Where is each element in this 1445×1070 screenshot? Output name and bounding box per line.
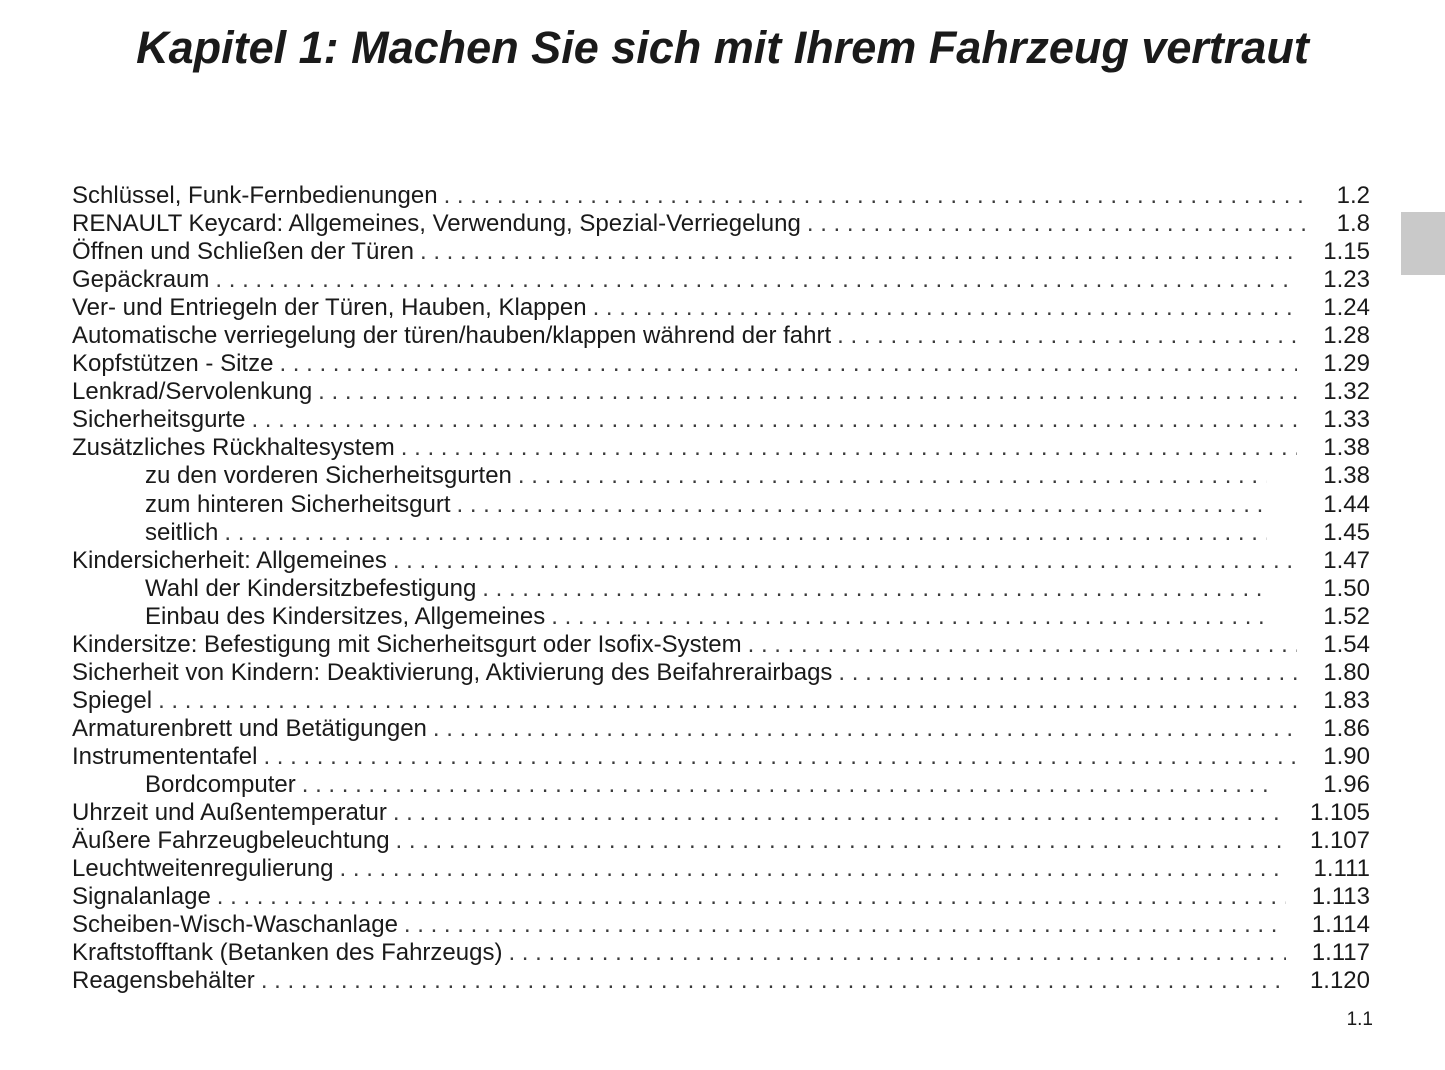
toc-entry-page: 1.8 <box>1336 210 1370 238</box>
toc-entry[interactable] <box>72 883 1370 911</box>
toc-entry-page: 1.52 <box>1323 602 1370 630</box>
toc-entry-page: 1.105 <box>1309 799 1370 827</box>
toc-dot-leader <box>261 967 1284 995</box>
toc-dot-leader <box>593 294 1298 322</box>
toc-entry-label: Spiegel <box>72 686 153 714</box>
toc-entry-page: 1.44 <box>1323 490 1370 518</box>
toc-dot-leader <box>482 575 1267 603</box>
toc-dot-leader <box>433 715 1297 743</box>
toc-dot-leader <box>401 434 1298 462</box>
toc-entry-page: 1.23 <box>1323 266 1370 294</box>
toc-dot-leader <box>508 939 1285 967</box>
toc-dot-leader <box>340 855 1288 883</box>
toc-entry-label: Einbau des Kindersitzes, Allgemeines <box>145 602 546 630</box>
toc-entry[interactable] <box>72 939 1370 967</box>
toc-entry-page: 1.38 <box>1323 434 1370 462</box>
toc-dot-leader <box>393 547 1297 575</box>
toc-entry-label: Signalanlage <box>72 883 211 911</box>
toc-dot-leader <box>551 603 1267 631</box>
toc-dot-leader <box>807 210 1311 238</box>
toc-dot-leader <box>404 911 1286 939</box>
toc-entry-label: Zusätzliches Rückhaltesystem <box>72 434 395 462</box>
toc-entry-label: Kindersicherheit: Allgemeines <box>72 546 387 574</box>
toc-dot-leader <box>215 266 1297 294</box>
toc-entry-page: 1.50 <box>1323 574 1370 602</box>
toc-entry[interactable] <box>72 827 1370 855</box>
toc-dot-leader <box>251 406 1297 434</box>
toc-dot-leader <box>396 827 1284 855</box>
toc-subentry[interactable] <box>72 575 1370 603</box>
toc-entry-page: 1.2 <box>1336 182 1370 209</box>
toc-entry-label: Gepäckraum <box>72 266 210 294</box>
toc-entry-label: Sicherheitsgurte <box>72 406 246 434</box>
toc-entry-label: zu den vorderen Sicherheitsgurten <box>145 462 512 490</box>
toc-entry[interactable] <box>72 659 1370 687</box>
toc-entry-label: Ver- und Entriegeln der Türen, Hauben, Klappen <box>72 294 587 322</box>
toc-entry-page: 1.120 <box>1309 967 1370 995</box>
toc-dot-leader <box>444 182 1311 210</box>
toc-entry-label: RENAULT Keycard: Allgemeines, Verwendung, Spezial-Verriegelung <box>72 210 801 238</box>
toc-entry[interactable] <box>72 631 1370 659</box>
toc-entry-label: Bordcomputer <box>145 770 296 798</box>
toc-entry-page: 1.96 <box>1323 770 1370 798</box>
toc-entry-page: 1.45 <box>1323 518 1370 546</box>
toc-subentry[interactable] <box>72 603 1370 631</box>
toc-entry-page: 1.90 <box>1323 742 1370 770</box>
toc-entry-page: 1.38 <box>1323 462 1370 490</box>
toc-entry-label: Instrumententafel <box>72 742 258 770</box>
toc-entry-page: 1.24 <box>1323 294 1370 322</box>
chapter-side-tab <box>1401 212 1445 275</box>
toc-entry-label: zum hinteren Sicherheitsgurt <box>145 490 451 518</box>
toc-entry[interactable] <box>72 799 1370 827</box>
toc-entry[interactable] <box>72 434 1370 462</box>
toc-dot-leader <box>393 799 1284 827</box>
toc-entry-label: seitlich <box>145 518 219 546</box>
toc-entry-page: 1.47 <box>1323 546 1370 574</box>
toc-entry[interactable] <box>72 967 1370 995</box>
toc-dot-leader <box>158 687 1297 715</box>
toc-dot-leader <box>420 238 1297 266</box>
toc-entry-label: Scheiben-Wisch-Waschanlage <box>72 911 398 939</box>
toc-entry-page: 1.83 <box>1323 686 1370 714</box>
toc-entry-page: 1.111 <box>1313 855 1370 883</box>
toc-dot-leader <box>302 771 1268 799</box>
toc-entry[interactable] <box>72 743 1370 771</box>
toc-entry[interactable] <box>72 687 1370 715</box>
toc-entry[interactable] <box>72 547 1370 575</box>
toc-entry[interactable] <box>72 911 1370 939</box>
toc-entry-page: 1.29 <box>1323 350 1370 378</box>
toc-entry[interactable] <box>72 182 1370 210</box>
toc-dot-leader <box>837 322 1297 350</box>
toc-dot-leader <box>217 883 1286 911</box>
toc-entry-label: Kraftstofftank (Betanken des Fahrzeugs) <box>72 939 503 967</box>
toc-entry-page: 1.114 <box>1311 911 1370 939</box>
toc-entry-page: 1.113 <box>1311 883 1370 911</box>
toc-entry-page: 1.80 <box>1323 658 1370 686</box>
table-of-contents <box>72 182 1370 995</box>
toc-entry-label: Wahl der Kindersitzbefestigung <box>145 574 477 602</box>
toc-dot-leader <box>263 743 1297 771</box>
toc-entry-label: Armaturenbrett und Betätigungen <box>72 714 427 742</box>
toc-entry-label: Schlüssel, Funk-Fernbedienungen <box>72 182 438 209</box>
toc-entry-page: 1.117 <box>1311 939 1370 967</box>
toc-entry[interactable] <box>72 210 1370 238</box>
toc-entry-page: 1.107 <box>1309 827 1370 855</box>
toc-entry[interactable] <box>72 350 1370 378</box>
toc-subentry[interactable] <box>72 491 1370 519</box>
toc-entry-page: 1.33 <box>1323 406 1370 434</box>
toc-entry[interactable] <box>72 406 1370 434</box>
chapter-title: Kapitel 1: Machen Sie sich mit Ihrem Fahrzeug vertraut <box>136 22 1309 73</box>
toc-subentry[interactable] <box>72 462 1370 490</box>
toc-entry-label: Uhrzeit und Außentemperatur <box>72 799 387 827</box>
toc-entry[interactable] <box>72 855 1370 883</box>
toc-entry-label: Sicherheit von Kindern: Deaktivierung, Aktivierung des Beifahrerairbags <box>72 658 833 686</box>
toc-dot-leader <box>748 631 1298 659</box>
toc-entry-page: 1.32 <box>1323 378 1370 406</box>
toc-entry[interactable] <box>72 294 1370 322</box>
toc-dot-leader <box>279 350 1297 378</box>
toc-dot-leader <box>518 462 1267 490</box>
toc-dot-leader <box>318 378 1297 406</box>
toc-entry-label: Kindersitze: Befestigung mit Sicherheitsgurt oder Isofix-System <box>72 630 742 658</box>
toc-entry-page: 1.15 <box>1323 238 1370 266</box>
toc-entry[interactable] <box>72 238 1370 266</box>
toc-entry-label: Öffnen und Schließen der Türen <box>72 238 414 266</box>
toc-entry[interactable] <box>72 266 1370 294</box>
toc-entry-label: Automatische verriegelung der türen/hauben/klappen während der fahrt <box>72 322 832 350</box>
toc-entry-label: Leuchtweitenregulierung <box>72 855 334 883</box>
toc-subentry[interactable] <box>72 771 1370 799</box>
toc-subentry[interactable] <box>72 519 1370 547</box>
toc-entry-label: Kopfstützen - Sitze <box>72 350 274 378</box>
toc-entry[interactable] <box>72 715 1370 743</box>
toc-entry-page: 1.54 <box>1323 630 1370 658</box>
toc-entry[interactable] <box>72 322 1370 350</box>
toc-dot-leader <box>224 519 1267 547</box>
page-number: 1.1 <box>1346 1009 1373 1030</box>
toc-entry[interactable] <box>72 378 1370 406</box>
toc-entry-label: Lenkrad/Servolenkung <box>72 378 313 406</box>
toc-dot-leader <box>456 491 1267 519</box>
toc-entry-label: Äußere Fahrzeugbeleuchtung <box>72 827 390 855</box>
toc-entry-label: Reagensbehälter <box>72 967 255 995</box>
toc-dot-leader <box>838 659 1297 687</box>
toc-entry-page: 1.28 <box>1323 322 1370 350</box>
toc-entry-page: 1.86 <box>1323 714 1370 742</box>
